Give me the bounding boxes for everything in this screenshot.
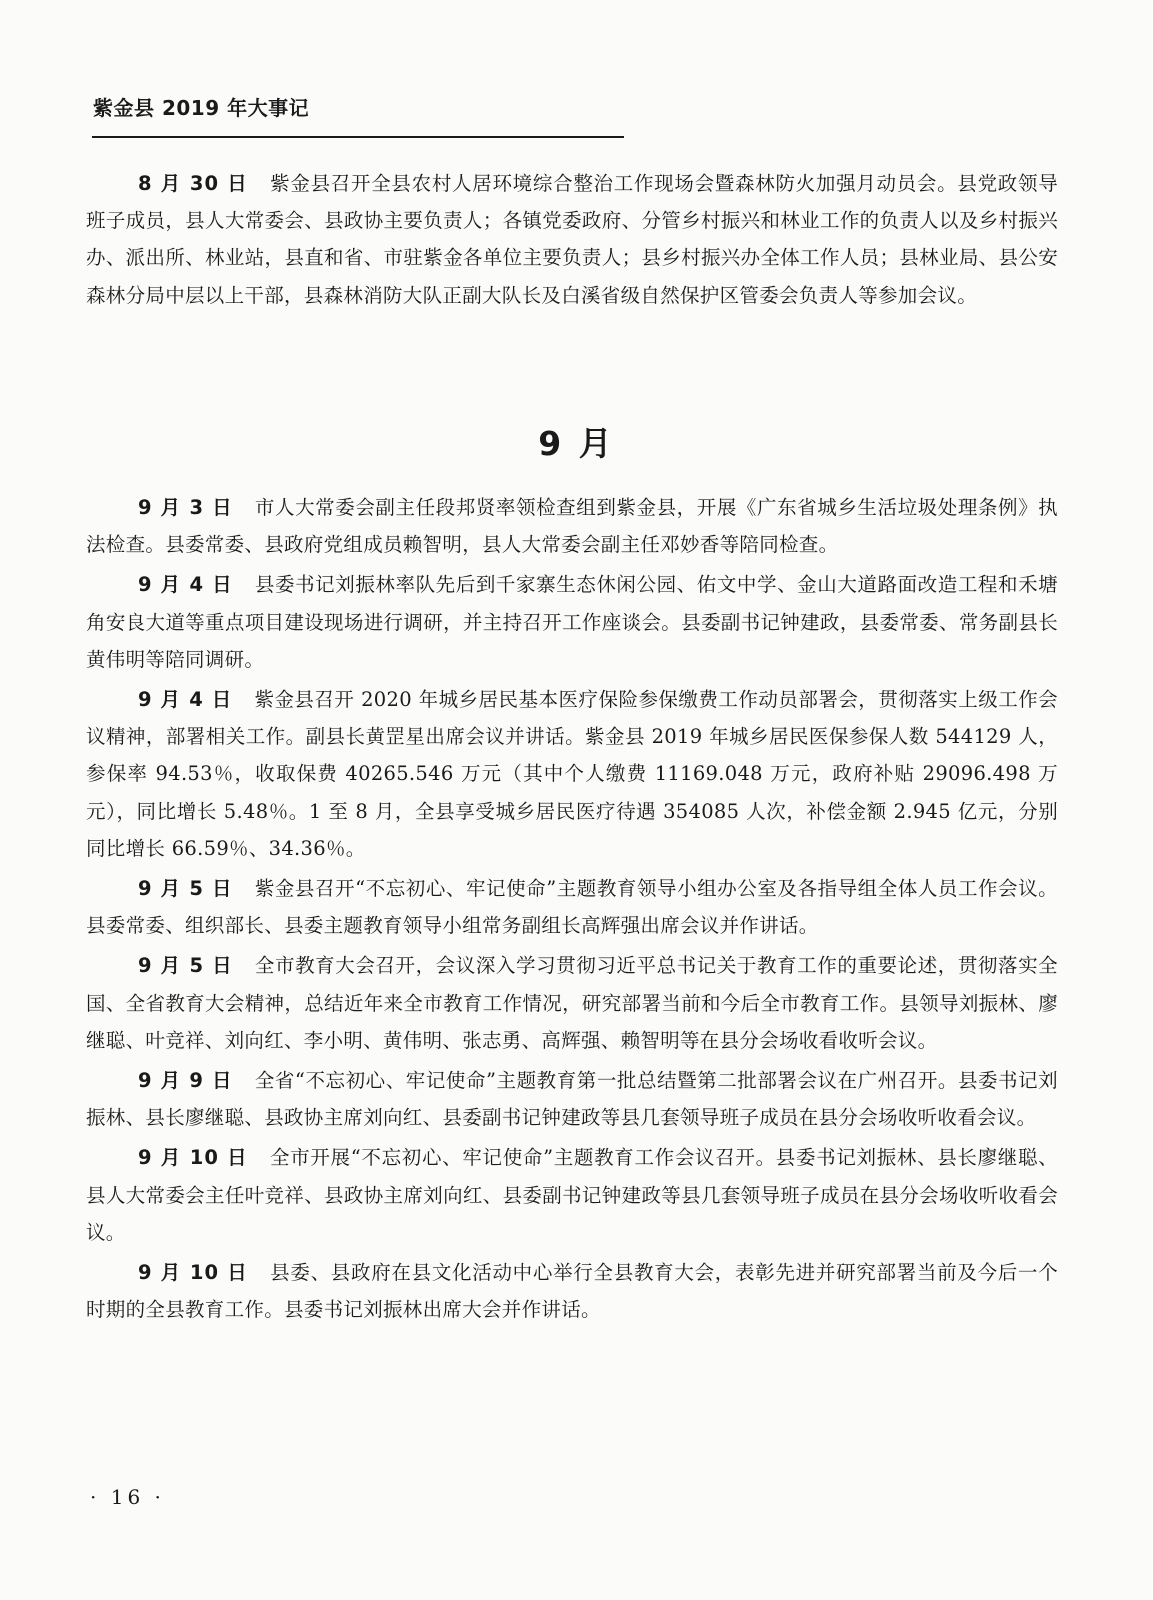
entry-text: 市人大常委会副主任段邦贤率领检查组到紫金县，开展《广东省城乡生活垃圾处理条例》执法检查。县委常委、县政府党组成员赖智明，县人大常委会副主任邓妙香等陪同检查。 (86, 496, 1058, 557)
entry-text: 紫金县召开“不忘初心、牢记使命”主题教育领导小组办公室及各指导组全体人员工作会议。县委常委、组织部长、县委主题教育领导小组常务副组长高辉强出席会议并作讲话。 (86, 877, 1058, 938)
entry-date: 9 月 10 日 (138, 1146, 248, 1170)
entry-date: 9 月 3 日 (138, 496, 233, 519)
entry-sep-10-b (86, 1254, 1058, 1328)
entry-date: 9 月 5 日 (138, 877, 233, 901)
entry-sep-5-a (86, 870, 1058, 944)
entry-date: 8 月 30 日 (138, 172, 249, 195)
entry-aug-30 (86, 165, 1058, 314)
entry-sep-4-b (86, 681, 1058, 867)
entry-sep-10-a (86, 1139, 1058, 1251)
entry-text: 全市开展“不忘初心、牢记使命”主题教育工作会议召开。县委书记刘振林、县长廖继聪、县人大常委会主任叶竞祥、县政协主席刘向红、县委副书记钟建政等县几套领导班子成员在县分会场收听收看会议。 (86, 1146, 1058, 1244)
entry-date: 9 月 4 日 (138, 688, 233, 712)
entry-text: 全省“不忘初心、牢记使命”主题教育第一批总结暨第二批部署会议在广州召开。县委书记刘振林、县长廖继聪、县政协主席刘向红、县委副书记钟建政等县几套领导班子成员在县分会场收听收看会议。 (86, 1069, 1058, 1130)
entry-date: 9 月 4 日 (138, 573, 233, 597)
entry-date: 9 月 9 日 (138, 1069, 233, 1093)
entry-text: 全市教育大会召开，会议深入学习贯彻习近平总书记关于教育工作的重要论述，贯彻落实全国、全省教育大会精神，总结近年来全市教育工作情况，研究部署当前和今后全市教育工作。县领导刘振林、廖继聪、叶竞祥、刘向红、李小明、黄伟明、张志勇、高辉强、赖智明等在县分会场收看收听会议。 (86, 954, 1058, 1052)
entry-text: 紫金县召开全县农村人居环境综合整治工作现场会暨森林防火加强月动员会。县党政领导班子成员，县人大常委会、县政协主要负责人；各镇党委政府、分管乡村振兴和林业工作的负责人以及乡村振兴办、派出所、林业站，县直和省、市驻紫金各单位主要负责人；县乡村振兴办全体工作人员；县林业局、县公安森林分局中层以上干部，县森林消防大队正副大队长及白溪省级自然保护区管委会负责人等参加会议。 (86, 172, 1058, 307)
entry-text: 紫金县召开 2020 年城乡居民基本医疗保险参保缴费工作动员部署会，贯彻落实上级工作会议精神，部署相关工作。副县长黄罡星出席会议并讲话。紫金县 2019 年城乡居民医保参保人数 544129 人，参保率 94.53％，收取保费 40265.546 万元（其中个人缴费 11169.048 万元，政府补贴 29096.498 万元），同比增长 5.48％。1 至 8 月，全县享受城乡居民医疗待遇 354085 人次，补偿金额 2.945 亿元，分别同比增长 66.59％、34.36％。 (86, 688, 1058, 860)
entry-date: 9 月 5 日 (138, 954, 233, 978)
entry-text: 县委、县政府在县文化活动中心举行全县教育大会，表彰先进并研究部署当前及今后一个时期的全县教育工作。县委书记刘振林出席大会并作讲话。 (86, 1261, 1058, 1322)
entry-sep-5-b (86, 947, 1058, 1059)
entry-date: 9 月 10 日 (138, 1261, 249, 1285)
entry-text: 县委书记刘振林率队先后到千家寨生态休闲公园、佑文中学、金山大道路面改造工程和禾塘角安良大道等重点项目建设现场进行调研，并主持召开工作座谈会。县委副书记钟建政，县委常委、常务副县长黄伟明等陪同调研。 (86, 573, 1058, 671)
month-heading: 9 月 (538, 424, 615, 463)
september-entries (86, 489, 1058, 1331)
entry-sep-3 (86, 489, 1058, 563)
entry-sep-4-a (86, 566, 1058, 678)
august-entries (86, 165, 1058, 317)
running-head: 紫金县 2019 年大事记 (93, 96, 310, 120)
page-number: · 16 · (90, 1485, 165, 1509)
entry-sep-9 (86, 1062, 1058, 1136)
header-rule (92, 136, 624, 138)
